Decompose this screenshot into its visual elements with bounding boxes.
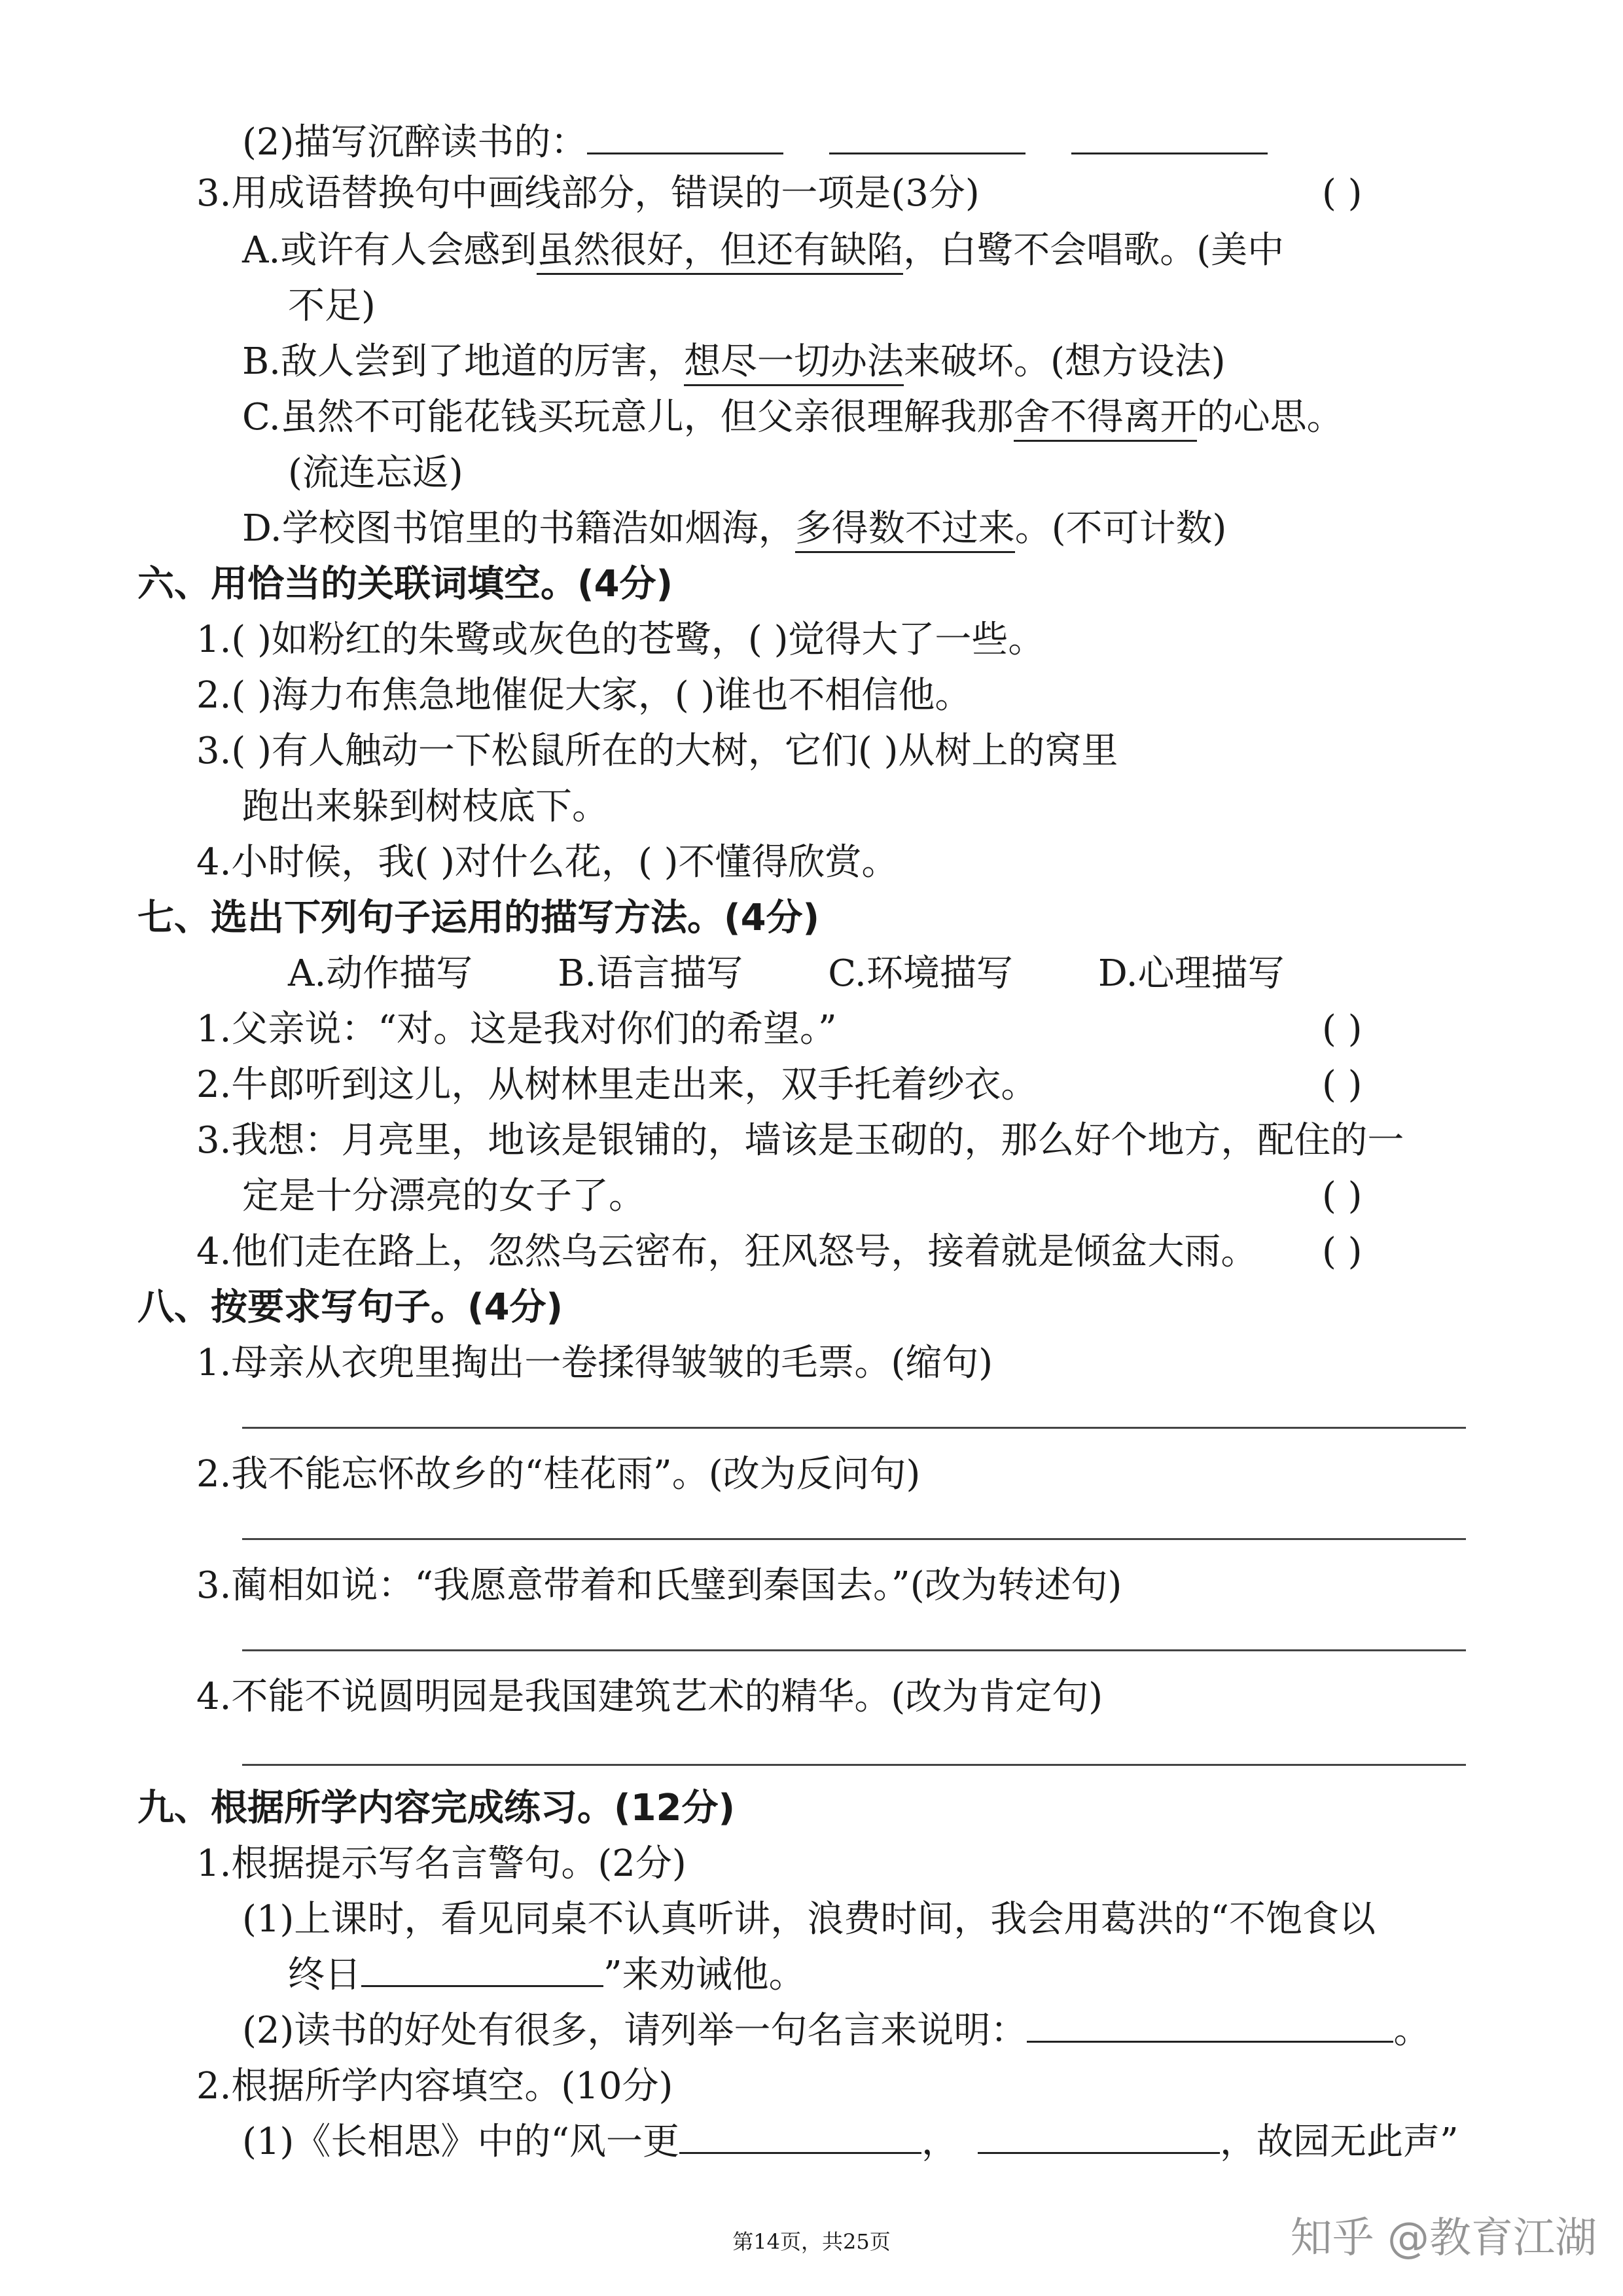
q5-3-option-b: B.敌人尝到了地道的厉害，想尽一切办法来破坏。(想方设法): [242, 337, 1226, 387]
answer-blank[interactable]: [1027, 2008, 1393, 2043]
sec7-item-4: 4.他们走在路上，忽然乌云密布，狂风怒号，接着就是倾盆大雨。: [196, 1230, 1258, 1273]
section-6-heading: 六、用恰当的关联词填空。(4分): [137, 563, 673, 605]
sec9-sub-2-item-1: (1)《长相思》中的“风一更 ， ，故园无此声”: [242, 2121, 1459, 2163]
option-c: C.环境描写: [828, 952, 1013, 995]
sec6-item-3[interactable]: 3.( )有人触动一下松鼠所在的大树，它们( )从树上的窝里: [196, 730, 1118, 772]
sec6-item-1[interactable]: 1.( )如粉红的朱鹭或灰色的苍鹭，( )觉得大了一些。: [196, 619, 1045, 661]
q5-item2: (2)描写沉醉读书的：: [242, 118, 1268, 168]
sec7-item-3-cont: 定是十分漂亮的女子了。: [242, 1175, 645, 1217]
section-7-heading: 七、选出下列句子运用的描写方法。(4分): [137, 897, 820, 939]
sec6-item-3-cont: 跑出来躲到树枝底下。: [242, 785, 609, 828]
sec7-item-3: 3.我想：月亮里，地该是银铺的，墙该是玉砌的，那么好个地方，配住的一: [196, 1119, 1404, 1162]
answer-blank[interactable]: [587, 120, 783, 154]
q5-3-option-c-cont: (流连忘返): [288, 452, 463, 494]
answer-paren[interactable]: ( ): [1322, 1064, 1363, 1106]
q5-3-stem: 3.用成语替换句中画线部分，错误的一项是(3分): [196, 172, 980, 215]
answer-blank[interactable]: [679, 2119, 921, 2154]
answer-blank[interactable]: [361, 1952, 603, 1987]
answer-line[interactable]: [242, 1649, 1466, 1651]
q5-3-option-a: A.或许有人会感到虽然很好，但还有缺陷，白鹭不会唱歌。(美中: [242, 226, 1284, 276]
option-b: B.语言描写: [558, 952, 743, 995]
section-8-heading: 八、按要求写句子。(4分): [137, 1286, 563, 1329]
answer-line[interactable]: [242, 1427, 1466, 1429]
watermark: 知乎 @教育江湖: [1290, 2214, 1597, 2263]
sec9-sub-1-item-1-cont: 终日 ”来劝诫他。: [288, 1954, 806, 1996]
sec8-item-2: 2.我不能忘怀故乡的“桂花雨”。(改为反问句): [196, 1453, 921, 1496]
sec9-sub-1: 1.根据提示写名言警句。(2分): [196, 1842, 687, 1885]
sec8-item-3: 3.蔺相如说：“我愿意带着和氏璧到秦国去。”(改为转述句): [196, 1564, 1122, 1607]
page-footer: 第14页，共25页: [732, 2229, 891, 2254]
option-d: D.心理描写: [1097, 952, 1285, 995]
answer-paren[interactable]: ( ): [1322, 1175, 1363, 1217]
sec9-sub-2: 2.根据所学内容填空。(10分): [196, 2065, 673, 2108]
q5-3-option-a-cont: 不足): [288, 285, 376, 327]
sec8-item-1: 1.母亲从衣兜里掏出一卷揉得皱皱的毛票。(缩句): [196, 1342, 993, 1384]
answer-blank[interactable]: [978, 2119, 1220, 2154]
answer-line[interactable]: [242, 1538, 1466, 1540]
sec6-item-2[interactable]: 2.( )海力布焦急地催促大家，( )谁也不相信他。: [196, 674, 972, 717]
answer-paren[interactable]: ( ): [1322, 172, 1363, 215]
sec7-item-1: 1.父亲说：“对。这是我对你们的希望。”: [196, 1008, 837, 1050]
sec6-item-4[interactable]: 4.小时候，我( )对什么花，( )不懂得欣赏。: [196, 841, 899, 884]
answer-paren[interactable]: ( ): [1322, 1008, 1363, 1050]
sec9-sub-1-item-1: (1)上课时，看见同桌不认真听讲，浪费时间，我会用葛洪的“不饱食以: [242, 1898, 1376, 1941]
answer-blank[interactable]: [1071, 120, 1268, 154]
sec8-item-4: 4.不能不说圆明园是我国建筑艺术的精华。(改为肯定句): [196, 1676, 1103, 1718]
answer-blank[interactable]: [829, 120, 1026, 154]
answer-line[interactable]: [242, 1764, 1466, 1766]
q5-3-option-d: D.学校图书馆里的书籍浩如烟海，多得数不过来。(不可计数): [242, 504, 1226, 554]
sec7-options: [288, 949, 1370, 999]
sec9-sub-1-item-2: (2)读书的好处有很多，请列举一句名言来说明： 。: [242, 2009, 1431, 2052]
section-9-heading: 九、根据所学内容完成练习。(12分): [137, 1787, 736, 1829]
q5-3-option-c: C.虽然不可能花钱买玩意儿，但父亲很理解我那舍不得离开的心思。: [242, 393, 1344, 442]
option-a: A.动作描写: [288, 952, 473, 995]
sec7-item-2: 2.牛郎听到这儿，从树林里走出来，双手托着纱衣。: [196, 1064, 1038, 1106]
answer-paren[interactable]: ( ): [1322, 1230, 1363, 1273]
